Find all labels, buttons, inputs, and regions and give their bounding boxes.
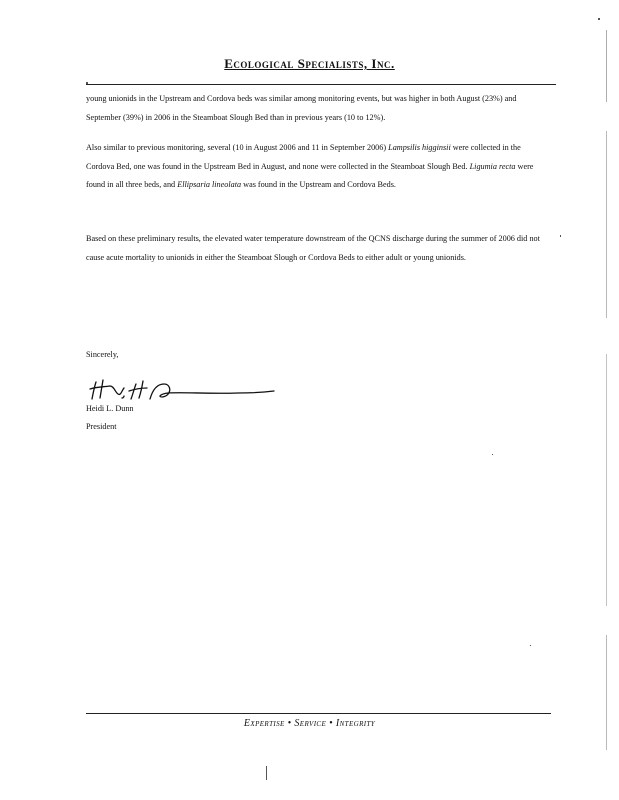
signer-name: Heidi L. Dunn bbox=[86, 404, 134, 413]
scan-speck bbox=[492, 454, 493, 455]
footer-rule bbox=[86, 713, 551, 714]
species-text-d: was found in the Upstream and Cordova Beds. bbox=[241, 180, 396, 189]
company-letterhead: Ecological Specialists, Inc. bbox=[224, 56, 395, 71]
scan-speck bbox=[530, 645, 531, 646]
scan-speck bbox=[560, 235, 561, 237]
paragraph-species-text bbox=[86, 139, 548, 195]
scan-speck bbox=[86, 82, 88, 84]
header-rule bbox=[86, 84, 556, 85]
species-name-lampsilis: Lampsilis higginsii bbox=[388, 143, 451, 152]
species-text-a: Also similar to previous monitoring, several (10 in August 2006 and 11 in September 2006) bbox=[86, 143, 389, 152]
paragraph-conclusion-text: Based on these preliminary results, the elevated water temperature downstream of the QCNS discharge during the summer of 2006 did not cause acute mortality to unionids in either the Steamboat Slough or Cordova Beds to either adult or young unionids. bbox=[86, 234, 540, 262]
handwritten-signature bbox=[88, 372, 278, 402]
paragraph-species bbox=[86, 139, 548, 195]
paragraph-survival bbox=[86, 90, 548, 127]
scan-speck bbox=[598, 18, 600, 20]
species-name-ligumia: Ligumia recta bbox=[469, 161, 516, 171]
paragraph-conclusion bbox=[86, 230, 548, 267]
species-text-c: were found in all three beds, and bbox=[86, 161, 534, 189]
paragraph-survival-text: young unionids in the Upstream and Cordova beds was similar among monitoring events, but was higher in both August (23%) and September (39%) in 2006 in the Steamboat Slough Bed than in previous years (10 to 12%). bbox=[86, 94, 517, 122]
species-name-ellipsaria: Ellipsaria lineolata bbox=[177, 180, 242, 189]
signer-title: President bbox=[86, 422, 117, 431]
species-text-b: were collected in the Cordova Bed, one was found in the Upstream Bed in August, and none were collected in the Steamboat Slough Bed. bbox=[86, 143, 521, 171]
scan-speck bbox=[266, 766, 267, 780]
closing-salutation: Sincerely, bbox=[86, 350, 119, 359]
scan-edge-artifact bbox=[606, 30, 607, 750]
footer-motto: Expertise • Service • Integrity bbox=[243, 718, 376, 729]
